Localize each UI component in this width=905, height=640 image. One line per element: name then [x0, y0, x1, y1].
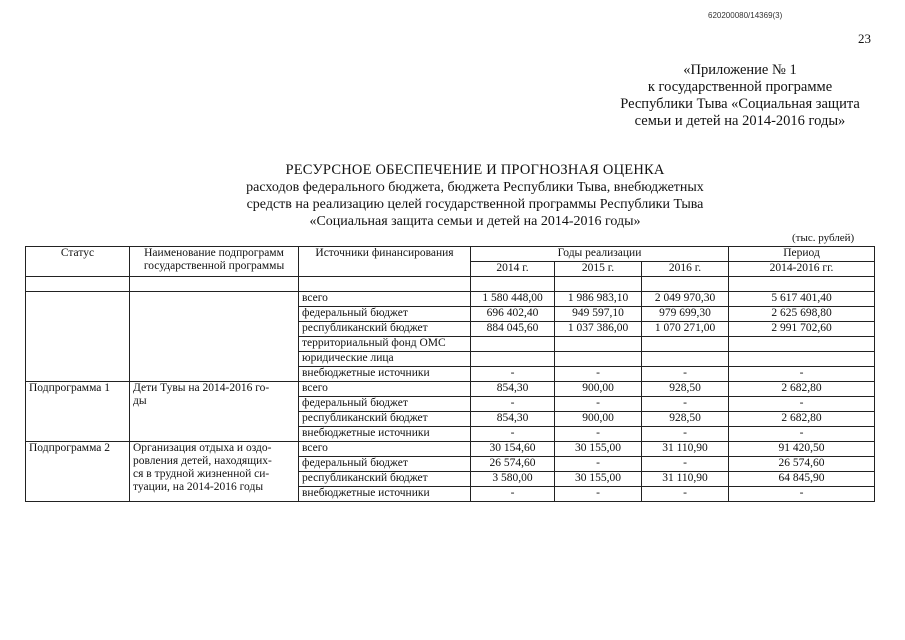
- value-2015-cell: 900,00: [555, 382, 642, 397]
- source-cell: федеральный бюджет: [299, 397, 471, 412]
- value-total-cell: [729, 337, 875, 352]
- source-cell: юридические лица: [299, 352, 471, 367]
- annex-line-4: семьи и детей на 2014-2016 годы»: [634, 113, 846, 129]
- value-total-cell: -: [729, 427, 875, 442]
- source-cell: республиканский бюджет: [299, 412, 471, 427]
- value-total-cell: 2 682,80: [729, 382, 875, 397]
- status-cell: [26, 292, 130, 382]
- spacer-cell: [471, 277, 555, 292]
- value-2015-cell: -: [555, 457, 642, 472]
- source-cell: всего: [299, 292, 471, 307]
- value-2014-cell: 854,30: [471, 382, 555, 397]
- value-2015-cell: 30 155,00: [555, 472, 642, 487]
- value-2014-cell: 884 045,60: [471, 322, 555, 337]
- value-2014-cell: -: [471, 487, 555, 502]
- source-cell: внебюджетные источники: [299, 427, 471, 442]
- resource-table: [25, 246, 875, 502]
- document-id: 620200080/14369(3): [708, 11, 783, 20]
- header-spacer: [26, 277, 875, 292]
- title-line-4: «Социальная защита семьи и детей на 2014-2016 годы»: [309, 214, 641, 229]
- value-2015-cell: -: [555, 397, 642, 412]
- value-2014-cell: 30 154,60: [471, 442, 555, 457]
- header-2015: 2015 г.: [555, 262, 642, 277]
- status-cell: Подпрограмма 2: [26, 442, 130, 502]
- value-2016-cell: 928,50: [642, 382, 729, 397]
- value-total-cell: -: [729, 487, 875, 502]
- spacer-cell: [299, 277, 471, 292]
- table-row: [26, 442, 875, 457]
- header-2014: 2014 г.: [471, 262, 555, 277]
- value-total-cell: [729, 352, 875, 367]
- source-cell: республиканский бюджет: [299, 322, 471, 337]
- value-2015-cell: [555, 352, 642, 367]
- value-2016-cell: [642, 337, 729, 352]
- value-2014-cell: 26 574,60: [471, 457, 555, 472]
- value-2014-cell: -: [471, 367, 555, 382]
- value-total-cell: 2 991 702,60: [729, 322, 875, 337]
- value-2016-cell: -: [642, 487, 729, 502]
- document-title: [180, 162, 770, 230]
- header-period: Период: [729, 247, 875, 262]
- source-cell: всего: [299, 382, 471, 397]
- value-2015-cell: [555, 337, 642, 352]
- value-2014-cell: 3 580,00: [471, 472, 555, 487]
- value-2016-cell: 31 110,90: [642, 442, 729, 457]
- source-cell: федеральный бюджет: [299, 307, 471, 322]
- source-cell: федеральный бюджет: [299, 457, 471, 472]
- title-line-1: РЕСУРСНОЕ ОБЕСПЕЧЕНИЕ И ПРОГНОЗНАЯ ОЦЕНКА: [285, 162, 665, 178]
- value-2014-cell: 1 580 448,00: [471, 292, 555, 307]
- spacer-cell: [729, 277, 875, 292]
- value-2015-cell: -: [555, 367, 642, 382]
- annex-line-3: Республики Тыва «Социальная защита: [620, 96, 860, 112]
- value-total-cell: 5 617 401,40: [729, 292, 875, 307]
- title-line-2: расходов федерального бюджета, бюджета Республики Тыва, внебюджетных: [246, 180, 704, 195]
- header-subprogram: Наименование подпрограмм государственной программы: [130, 247, 299, 277]
- value-total-cell: -: [729, 367, 875, 382]
- value-2015-cell: 30 155,00: [555, 442, 642, 457]
- value-2014-cell: 854,30: [471, 412, 555, 427]
- value-2014-cell: -: [471, 427, 555, 442]
- annex-header: [590, 62, 890, 130]
- header-row-1: [26, 247, 875, 262]
- subprogram-name-cell: Организация отдыха и оздо- ровления детей, находящих- ся в трудной жизненной си- туации, на 2014-2016 годы: [130, 442, 299, 502]
- value-2016-cell: 1 070 271,00: [642, 322, 729, 337]
- value-2015-cell: -: [555, 487, 642, 502]
- spacer-cell: [642, 277, 729, 292]
- title-line-3: средств на реализацию целей государственной программы Республики Тыва: [246, 197, 704, 212]
- spacer-cell: [130, 277, 299, 292]
- value-2015-cell: 1 986 983,10: [555, 292, 642, 307]
- value-2015-cell: 900,00: [555, 412, 642, 427]
- value-2015-cell: -: [555, 427, 642, 442]
- value-total-cell: 26 574,60: [729, 457, 875, 472]
- units-note: (тыс. рублей): [792, 232, 855, 244]
- header-sources: Источники финансирования: [299, 247, 471, 277]
- table-body: [26, 292, 875, 502]
- value-2016-cell: 31 110,90: [642, 472, 729, 487]
- header-total: 2014-2016 гг.: [729, 262, 875, 277]
- value-2016-cell: 979 699,30: [642, 307, 729, 322]
- source-cell: республиканский бюджет: [299, 472, 471, 487]
- page-number: 23: [858, 31, 871, 46]
- value-2016-cell: -: [642, 367, 729, 382]
- table-row: [26, 382, 875, 397]
- table-row: [26, 292, 875, 307]
- value-2015-cell: 949 597,10: [555, 307, 642, 322]
- source-cell: внебюджетные источники: [299, 487, 471, 502]
- source-cell: всего: [299, 442, 471, 457]
- value-2014-cell: 696 402,40: [471, 307, 555, 322]
- value-total-cell: 91 420,50: [729, 442, 875, 457]
- value-total-cell: 2 682,80: [729, 412, 875, 427]
- subprogram-name-cell: [130, 292, 299, 382]
- value-2014-cell: [471, 352, 555, 367]
- value-2014-cell: -: [471, 397, 555, 412]
- value-2016-cell: -: [642, 397, 729, 412]
- value-2014-cell: [471, 337, 555, 352]
- source-cell: внебюджетные источники: [299, 367, 471, 382]
- spacer-cell: [555, 277, 642, 292]
- value-total-cell: -: [729, 397, 875, 412]
- value-2016-cell: -: [642, 427, 729, 442]
- annex-line-2: к государственной программе: [647, 79, 833, 95]
- value-2016-cell: -: [642, 457, 729, 472]
- header-status: Статус: [26, 247, 130, 277]
- subprogram-name-cell: Дети Тувы на 2014-2016 го- ды: [130, 382, 299, 442]
- spacer-cell: [26, 277, 130, 292]
- value-2015-cell: 1 037 386,00: [555, 322, 642, 337]
- status-cell: Подпрограмма 1: [26, 382, 130, 442]
- value-total-cell: 64 845,90: [729, 472, 875, 487]
- source-cell: территориальный фонд ОМС: [299, 337, 471, 352]
- header-2016: 2016 г.: [642, 262, 729, 277]
- value-2016-cell: 2 049 970,30: [642, 292, 729, 307]
- value-2016-cell: [642, 352, 729, 367]
- value-total-cell: 2 625 698,80: [729, 307, 875, 322]
- value-2016-cell: 928,50: [642, 412, 729, 427]
- annex-line-1: «Приложение № 1: [683, 62, 797, 78]
- header-years: Годы реализации: [471, 247, 729, 262]
